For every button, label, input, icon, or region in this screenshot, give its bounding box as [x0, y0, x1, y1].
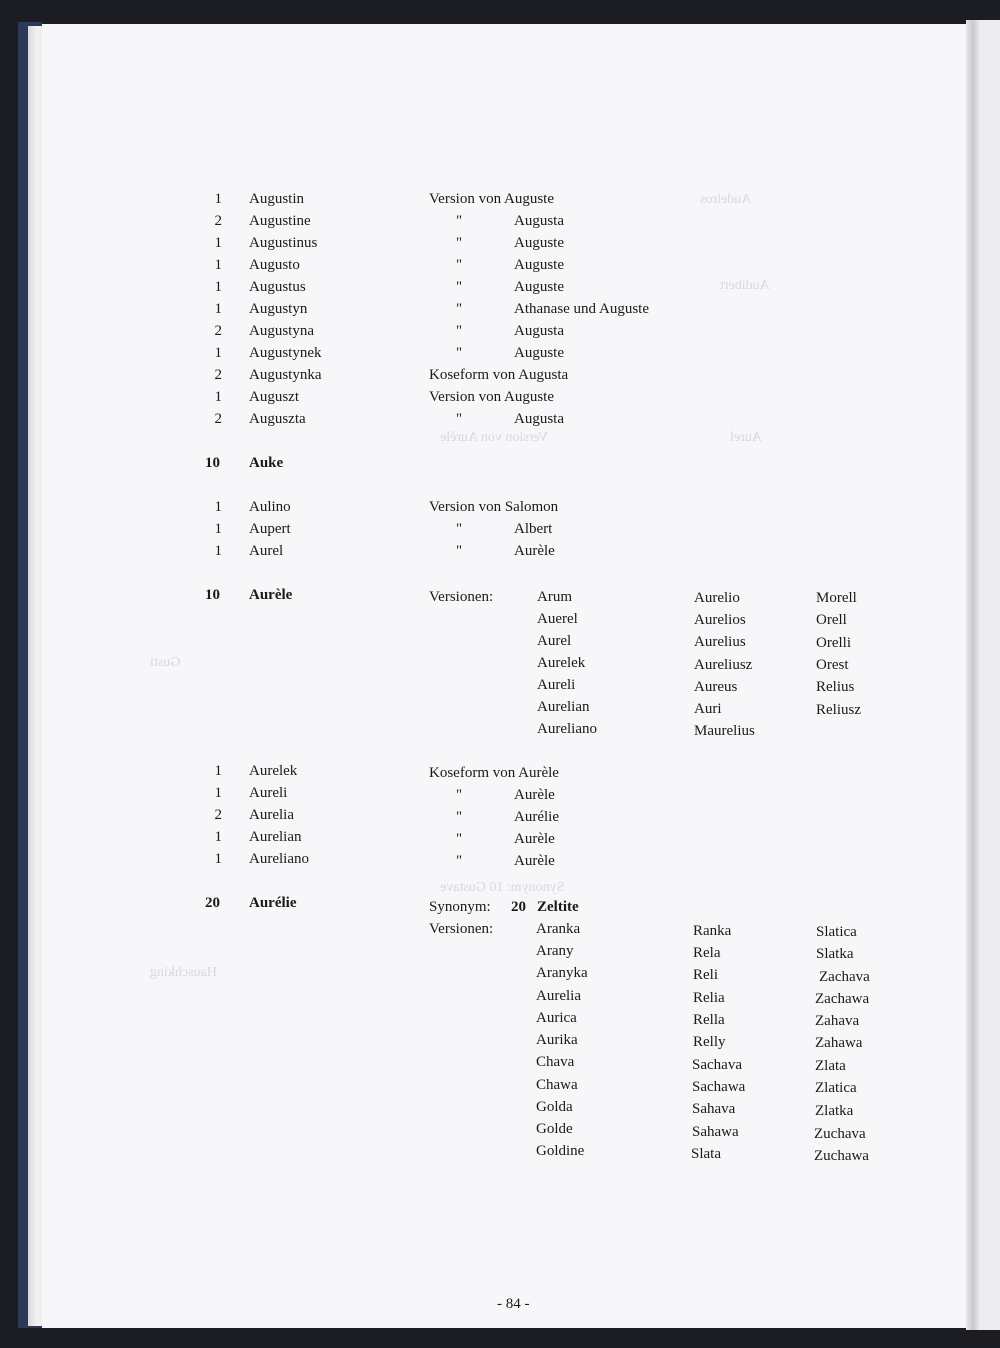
- entry-target: Auguste: [514, 279, 564, 295]
- version-item: Aurica: [536, 1010, 577, 1026]
- entry-target: Athanase und Auguste: [514, 301, 649, 317]
- version-item: Chava: [536, 1054, 575, 1070]
- version-item: Orell: [816, 612, 847, 628]
- version-item: Aureus: [694, 679, 738, 695]
- headword-name: Aurélie: [249, 895, 297, 911]
- entry-name: Augustynka: [249, 367, 322, 383]
- entry-target: Aurélie: [514, 809, 559, 825]
- version-item: Aureli: [537, 677, 576, 693]
- entry-name: Augusto: [249, 257, 300, 273]
- entry-name: Aureliano: [249, 851, 309, 867]
- version-item: Relia: [693, 990, 725, 1006]
- version-item: Zlata: [815, 1058, 846, 1074]
- version-item: Reli: [693, 967, 718, 983]
- version-item: Goldine: [536, 1143, 585, 1159]
- version-item: Zuchava: [814, 1126, 866, 1142]
- version-item: Rella: [693, 1012, 725, 1028]
- entry-type: Version von Salomon: [429, 499, 559, 515]
- entry-count: 1: [214, 257, 222, 273]
- ditto-mark: ": [456, 279, 463, 295]
- version-item: Aurelia: [536, 988, 581, 1004]
- entry-target: Aurèle: [514, 853, 555, 869]
- version-item: Arany: [536, 943, 574, 959]
- entry-count: 1: [214, 279, 222, 295]
- entry-name: Augustyn: [249, 301, 308, 317]
- version-item: Sachava: [692, 1057, 742, 1073]
- entry-count: 1: [214, 191, 222, 207]
- page-number: - 84 -: [497, 1296, 530, 1312]
- headword-count: 20: [205, 895, 220, 911]
- version-item: Relly: [693, 1034, 726, 1050]
- version-item: Aureliusz: [694, 657, 753, 673]
- entry-count: 2: [214, 411, 222, 427]
- version-item: Relius: [816, 679, 855, 695]
- ditto-mark: ": [456, 323, 463, 339]
- ditto-mark: ": [456, 831, 463, 847]
- entry-target: Albert: [514, 521, 553, 537]
- version-item: Zahava: [815, 1013, 860, 1029]
- version-item: Aurelios: [694, 612, 746, 628]
- entry-target: Augusta: [514, 213, 564, 229]
- entry-name: Aurelian: [249, 829, 302, 845]
- version-item: Maurelius: [694, 723, 755, 739]
- entry-name: Auguszt: [249, 389, 299, 405]
- version-item: Sachawa: [692, 1079, 746, 1095]
- entry-type: Version von Auguste: [429, 191, 554, 207]
- entry-count: 1: [214, 543, 222, 559]
- entry-type: Koseform von Aurèle: [429, 765, 559, 781]
- version-item: Morell: [816, 590, 857, 606]
- entry-count: 1: [214, 345, 222, 361]
- version-item: Zuchawa: [814, 1148, 869, 1164]
- ditto-mark: ": [456, 345, 463, 361]
- version-item: Zachava: [819, 969, 870, 985]
- entry-target: Aurèle: [514, 787, 555, 803]
- entry-target: Aurèle: [514, 543, 555, 559]
- entry-count: 1: [214, 301, 222, 317]
- entry-name: Aurelek: [249, 763, 298, 779]
- entry-name: Auguszta: [249, 411, 306, 427]
- ditto-mark: ": [456, 543, 463, 559]
- ditto-mark: ": [456, 257, 463, 273]
- version-item: Auri: [694, 701, 722, 717]
- ditto-mark: ": [456, 411, 463, 427]
- version-item: Slatka: [816, 946, 854, 962]
- version-item: Zlatka: [815, 1103, 854, 1119]
- version-item: Auerel: [537, 611, 578, 627]
- entry-count: 1: [214, 389, 222, 405]
- version-item: Zahawa: [815, 1035, 863, 1051]
- version-item: Slata: [691, 1146, 721, 1162]
- entry-count: 1: [214, 235, 222, 251]
- entry-target: Augusta: [514, 323, 564, 339]
- entry-name: Augustynek: [249, 345, 322, 361]
- version-item: Arum: [537, 589, 572, 605]
- entry-count: 1: [214, 785, 222, 801]
- ditto-mark: ": [456, 521, 463, 537]
- ditto-mark: ": [456, 301, 463, 317]
- ditto-mark: ": [456, 809, 463, 825]
- version-item: Aranyka: [536, 965, 588, 981]
- entry-name: Aurel: [249, 543, 284, 559]
- version-item: Aurel: [537, 633, 572, 649]
- headword-name: Auke: [249, 455, 284, 471]
- version-item: Orest: [816, 657, 849, 673]
- entry-name: Augustyna: [249, 323, 314, 339]
- versions-label: Versionen:: [429, 921, 494, 937]
- entry-target: Auguste: [514, 235, 564, 251]
- version-item: Chawa: [536, 1077, 578, 1093]
- version-item: Aranka: [536, 921, 581, 937]
- entry-name: Augustine: [249, 213, 311, 229]
- entry-count: 2: [214, 323, 222, 339]
- entry-target: Auguste: [514, 345, 564, 361]
- synonym-label: Synonym:: [429, 899, 491, 915]
- entry-count: 1: [214, 763, 222, 779]
- entry-count: 1: [214, 851, 222, 867]
- entry-count: 1: [214, 521, 222, 537]
- version-item: Reliusz: [816, 702, 861, 718]
- ditto-mark: ": [456, 787, 463, 803]
- version-item: Aurelek: [537, 655, 586, 671]
- entry-count: 2: [214, 213, 222, 229]
- book-gutter: [966, 20, 980, 1330]
- headword-count: 10: [205, 587, 220, 603]
- version-item: Sahawa: [692, 1124, 739, 1140]
- synonym-name: Zeltite: [537, 899, 579, 915]
- version-item: Sahava: [692, 1101, 736, 1117]
- version-item: Ranka: [693, 923, 732, 939]
- version-item: Aurelius: [694, 634, 746, 650]
- entry-name: Aureli: [249, 785, 288, 801]
- entry-name: Augustus: [249, 279, 306, 295]
- version-item: Golda: [536, 1099, 573, 1115]
- version-item: Slatica: [816, 924, 857, 940]
- version-item: Aurelio: [694, 590, 740, 606]
- version-item: Orelli: [816, 635, 851, 651]
- ditto-mark: ": [456, 853, 463, 869]
- entry-name: Aulino: [249, 499, 291, 515]
- ditto-mark: ": [456, 235, 463, 251]
- version-item: Aurelian: [537, 699, 590, 715]
- version-item: Zachawa: [815, 991, 870, 1007]
- entry-count: 2: [214, 367, 222, 383]
- entry-name: Aurelia: [249, 807, 294, 823]
- version-item: Golde: [536, 1121, 573, 1137]
- version-item: Rela: [693, 945, 721, 961]
- entry-type: Version von Auguste: [429, 389, 554, 405]
- entry-count: 1: [214, 829, 222, 845]
- synonym-count: 20: [511, 899, 526, 915]
- entry-target: Auguste: [514, 257, 564, 273]
- version-item: Zlatica: [815, 1080, 857, 1096]
- facing-page-edge: [980, 20, 1000, 1330]
- entry-count: 1: [214, 499, 222, 515]
- entry-name: Augustin: [249, 191, 305, 207]
- version-item: Aureliano: [537, 721, 597, 737]
- entry-name: Aupert: [249, 521, 291, 537]
- entry-target: Augusta: [514, 411, 564, 427]
- versions-label: Versionen:: [429, 589, 494, 605]
- ditto-mark: ": [456, 213, 463, 229]
- headword-name: Aurèle: [249, 587, 293, 603]
- version-item: Aurika: [536, 1032, 578, 1048]
- headword-count: 10: [205, 455, 220, 471]
- entry-target: Aurèle: [514, 831, 555, 847]
- entry-count: 2: [214, 807, 222, 823]
- entry-type: Koseform von Augusta: [429, 367, 569, 383]
- entry-name: Augustinus: [249, 235, 318, 251]
